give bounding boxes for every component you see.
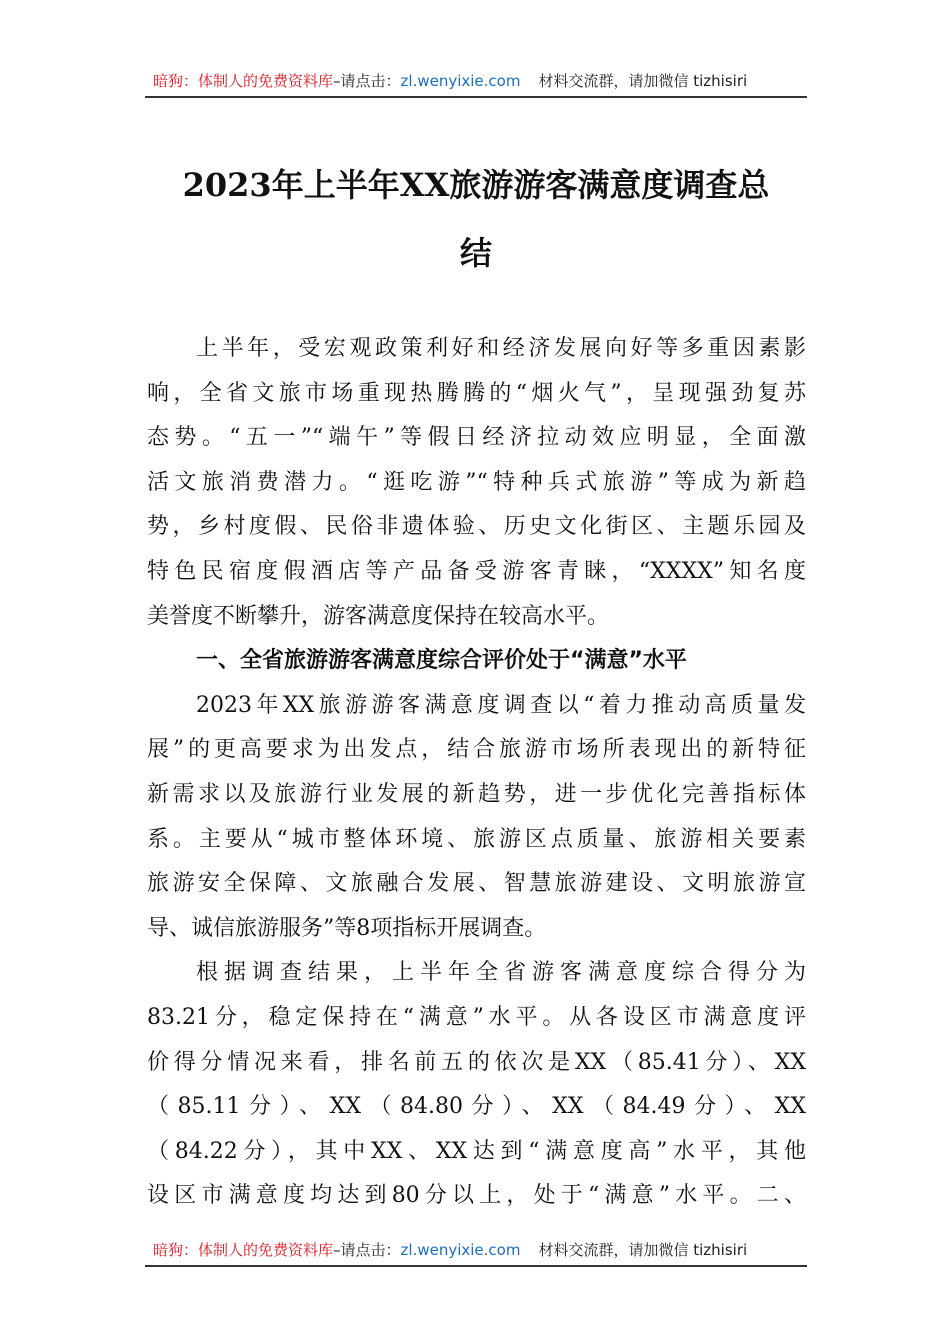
section-heading: 一、全省旅游游客满意度综合评价处于“满意”水平 bbox=[196, 648, 687, 674]
banner-contact: 材料交流群，请加微信 tizhisiri bbox=[538, 72, 748, 90]
body-text-line: （84.22分），其中XX、XX达到“满意度高”水平，其他 bbox=[147, 1138, 806, 1164]
body-text-line: （85.11分）、XX（84.80分）、XX（84.49分）、XX bbox=[147, 1094, 806, 1120]
body-text-line: 旅游安全保障、文旅融合发展、智慧旅游建设、文明旅游宣 bbox=[147, 871, 806, 897]
body-text-line: 势，乡村度假、民俗非遗体验、历史文化街区、主题乐园及 bbox=[147, 514, 806, 540]
body-text-line: 系。主要从“城市整体环境、旅游区点质量、旅游相关要素 bbox=[147, 826, 806, 852]
body-text-line: 态势。“五一”“端午”等假日经济拉动效应明显，全面激 bbox=[147, 425, 806, 451]
body-text-line: 根据调查结果，上半年全省游客满意度综合得分为 bbox=[196, 960, 806, 986]
header-banner bbox=[145, 68, 807, 98]
body-text-line: 设区市满意度均达到80分以上，处于“满意”水平。二、 bbox=[147, 1183, 806, 1209]
body-text-line: 活文旅消费潜力。“逛吃游”“特种兵式旅游”等成为新趋 bbox=[147, 469, 806, 495]
body-text-line: 83.21分，稳定保持在“满意”水平。从各设区市满意度评 bbox=[147, 1005, 806, 1030]
document-title-line1: 2023年上半年XX旅游游客满意度调查总 bbox=[182, 166, 770, 204]
body-text-line: 美誉度不断攀升，游客满意度保持在较高水平。 bbox=[147, 603, 610, 629]
banner-click-text: –请点击： bbox=[333, 72, 401, 90]
body-text-line: 上半年，受宏观政策利好和经济发展向好等多重因素影 bbox=[196, 336, 806, 361]
footer-site-name: 暗狗：体制人的免费资料库 bbox=[153, 1241, 334, 1259]
footer-url-link[interactable]: zl.wenyixie.com bbox=[400, 1241, 521, 1259]
body-text-line: 展”的更高要求为出发点，结合旅游市场所表现出的新特征 bbox=[147, 737, 806, 763]
banner-site-name: 暗狗：体制人的免费资料库 bbox=[153, 72, 334, 90]
body-text-line: 响，全省文旅市场重现热腾腾的“烟火气”，呈现强劲复苏 bbox=[147, 380, 806, 406]
body-text-line: 2023年XX旅游游客满意度调查以“着力推动高质量发 bbox=[196, 692, 806, 718]
body-text-line: 新需求以及旅游行业发展的新趋势，进一步优化完善指标体 bbox=[147, 782, 806, 807]
body-text-line: 特色民宿度假酒店等产品备受游客青睐，“XXXX”知名度 bbox=[147, 559, 806, 584]
document-title-line2: 结 bbox=[459, 234, 492, 272]
footer-click-text: –请点击： bbox=[333, 1241, 401, 1259]
body-text-line: 价得分情况来看，排名前五的依次是XX（85.41分）、XX bbox=[147, 1049, 806, 1075]
banner-url-link[interactable]: zl.wenyixie.com bbox=[400, 72, 521, 90]
footer-contact: 材料交流群，请加微信 tizhisiri bbox=[538, 1241, 748, 1259]
body-text-line: 导、诚信旅游服务”等8项指标开展调查。 bbox=[147, 915, 547, 941]
footer-banner bbox=[145, 1237, 807, 1267]
